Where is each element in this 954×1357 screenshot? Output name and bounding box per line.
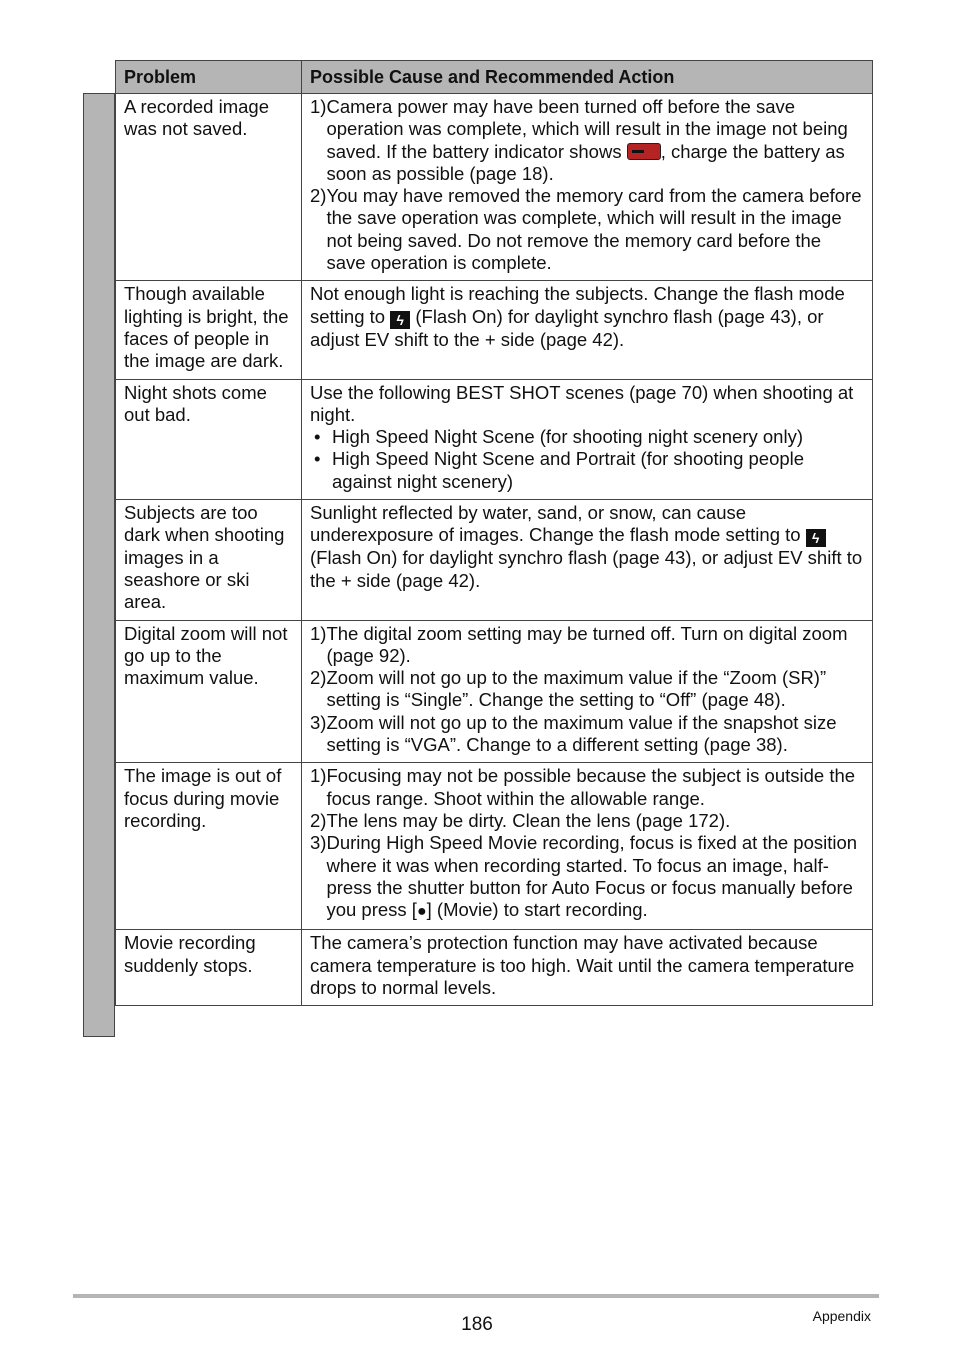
item-text: The digital zoom setting may be turned off. Turn on digital zoom (page 92).: [326, 622, 848, 666]
action-text-part: (Flash On) for daylight synchro flash (page 43), or adjust EV shift to the + side (page 42).: [310, 547, 863, 591]
table-row: [116, 94, 873, 281]
problem-cell: Night shots come out bad.: [116, 379, 302, 499]
item-number: 1): [310, 765, 327, 787]
action-intro: Use the following BEST SHOT scenes (page 70) when shooting at night.: [310, 381, 854, 425]
table-row: [116, 620, 873, 763]
item-number: 1): [310, 96, 327, 117]
header-cause-action: Possible Cause and Recommended Action: [302, 61, 873, 94]
flash-on-icon: ϟ: [806, 529, 826, 547]
action-text-part: Sunlight reflected by water, sand, or snow, can cause underexposure of images. Change the flash mode setting to: [310, 502, 806, 546]
bullet-icon: •: [314, 448, 321, 470]
item-text-part: During High Speed Movie recording, focus is fixed at the position where it was when recording started. To focus an image, half-press the shutter button for Auto Focus or focus manually before you press [: [326, 832, 858, 921]
item-text-part: , charge the battery as soon as possible (page 18).: [326, 140, 845, 184]
item-number: 2): [310, 809, 327, 831]
item-text: Zoom will not go up to the maximum value if the snapshot size setting is “VGA”. Change to a different setting (page 38).: [326, 711, 837, 756]
item-text: [326, 832, 865, 923]
movie-record-icon: ●: [416, 903, 427, 921]
section-side-bar: [83, 93, 115, 1037]
header-problem: Problem: [116, 61, 302, 94]
numbered-item: [310, 623, 865, 668]
numbered-item: [310, 96, 865, 185]
item-number: 1): [310, 622, 327, 644]
table-row: [116, 281, 873, 379]
item-number: 2): [310, 185, 327, 207]
action-cell: The camera’s protection function may have activated because camera temperature is too high. Wait until the camera temperature drops to normal levels.: [302, 930, 873, 1006]
flash-on-icon: ϟ: [390, 311, 410, 329]
action-cell: [302, 500, 873, 620]
table-header-row: [116, 61, 873, 94]
troubleshooting-table: [115, 60, 873, 1006]
item-text-part: Camera power may have been turned off before the save operation was complete, which will result in the image not being saved. If the battery indicator shows: [326, 96, 848, 162]
problem-cell: The image is out of focus during movie recording.: [116, 763, 302, 930]
problem-cell: Digital zoom will not go up to the maximum value.: [116, 620, 302, 763]
problem-cell: Though available lighting is bright, the faces of people in the image are dark.: [116, 281, 302, 379]
item-text: Focusing may not be possible because the subject is outside the focus range. Shoot within the allowable range.: [326, 765, 856, 809]
bullet-item: [310, 448, 865, 493]
table-row: [116, 763, 873, 930]
item-text-part: ] (Movie) to start recording.: [426, 899, 648, 921]
numbered-item: [310, 832, 865, 923]
action-text-part: (Flash On) for daylight synchro flash (page 43), or adjust EV shift to the + side (page 42).: [310, 305, 824, 350]
numbered-item: [310, 185, 865, 274]
action-cell: [302, 620, 873, 763]
footer-divider: [73, 1294, 879, 1298]
item-number: 2): [310, 667, 327, 689]
problem-cell: A recorded image was not saved.: [116, 94, 302, 281]
item-text: The lens may be dirty. Clean the lens (page 172).: [326, 809, 731, 831]
bullet-text: High Speed Night Scene and Portrait (for shooting people against night scenery): [332, 448, 805, 492]
item-text: You may have removed the memory card from the camera before the save operation was complete, which will result in the image not being saved. Do not remove the memory card before the save operation is complete.: [326, 185, 862, 274]
item-text: Zoom will not go up to the maximum value if the “Zoom (SR)” setting is “Single”. Change the setting to “Off” (page 48).: [326, 667, 827, 711]
action-cell: [302, 94, 873, 281]
action-cell: [302, 379, 873, 499]
numbered-item: [310, 810, 865, 832]
problem-cell: Movie recording suddenly stops.: [116, 930, 302, 1006]
table-row: [116, 500, 873, 620]
item-number: 3): [310, 832, 327, 854]
numbered-item: [310, 712, 865, 757]
action-cell: [302, 281, 873, 379]
table-row: [116, 379, 873, 499]
action-cell: [302, 763, 873, 930]
problem-cell: Subjects are too dark when shooting images in a seashore or ski area.: [116, 500, 302, 620]
numbered-item: [310, 765, 865, 810]
section-label: Appendix: [812, 1308, 871, 1324]
item-number: 3): [310, 711, 327, 733]
bullet-icon: •: [314, 426, 321, 448]
battery-empty-icon: [627, 143, 661, 160]
bullet-text: High Speed Night Scene (for shooting night scenery only): [332, 426, 803, 448]
page-number: 186: [461, 1314, 493, 1335]
numbered-item: [310, 667, 865, 712]
action-text-part: Not enough light is reaching the subjects. Change the flash mode setting to: [310, 283, 845, 327]
bullet-item: [310, 426, 865, 448]
item-text: [326, 96, 865, 185]
table-row: [116, 930, 873, 1006]
